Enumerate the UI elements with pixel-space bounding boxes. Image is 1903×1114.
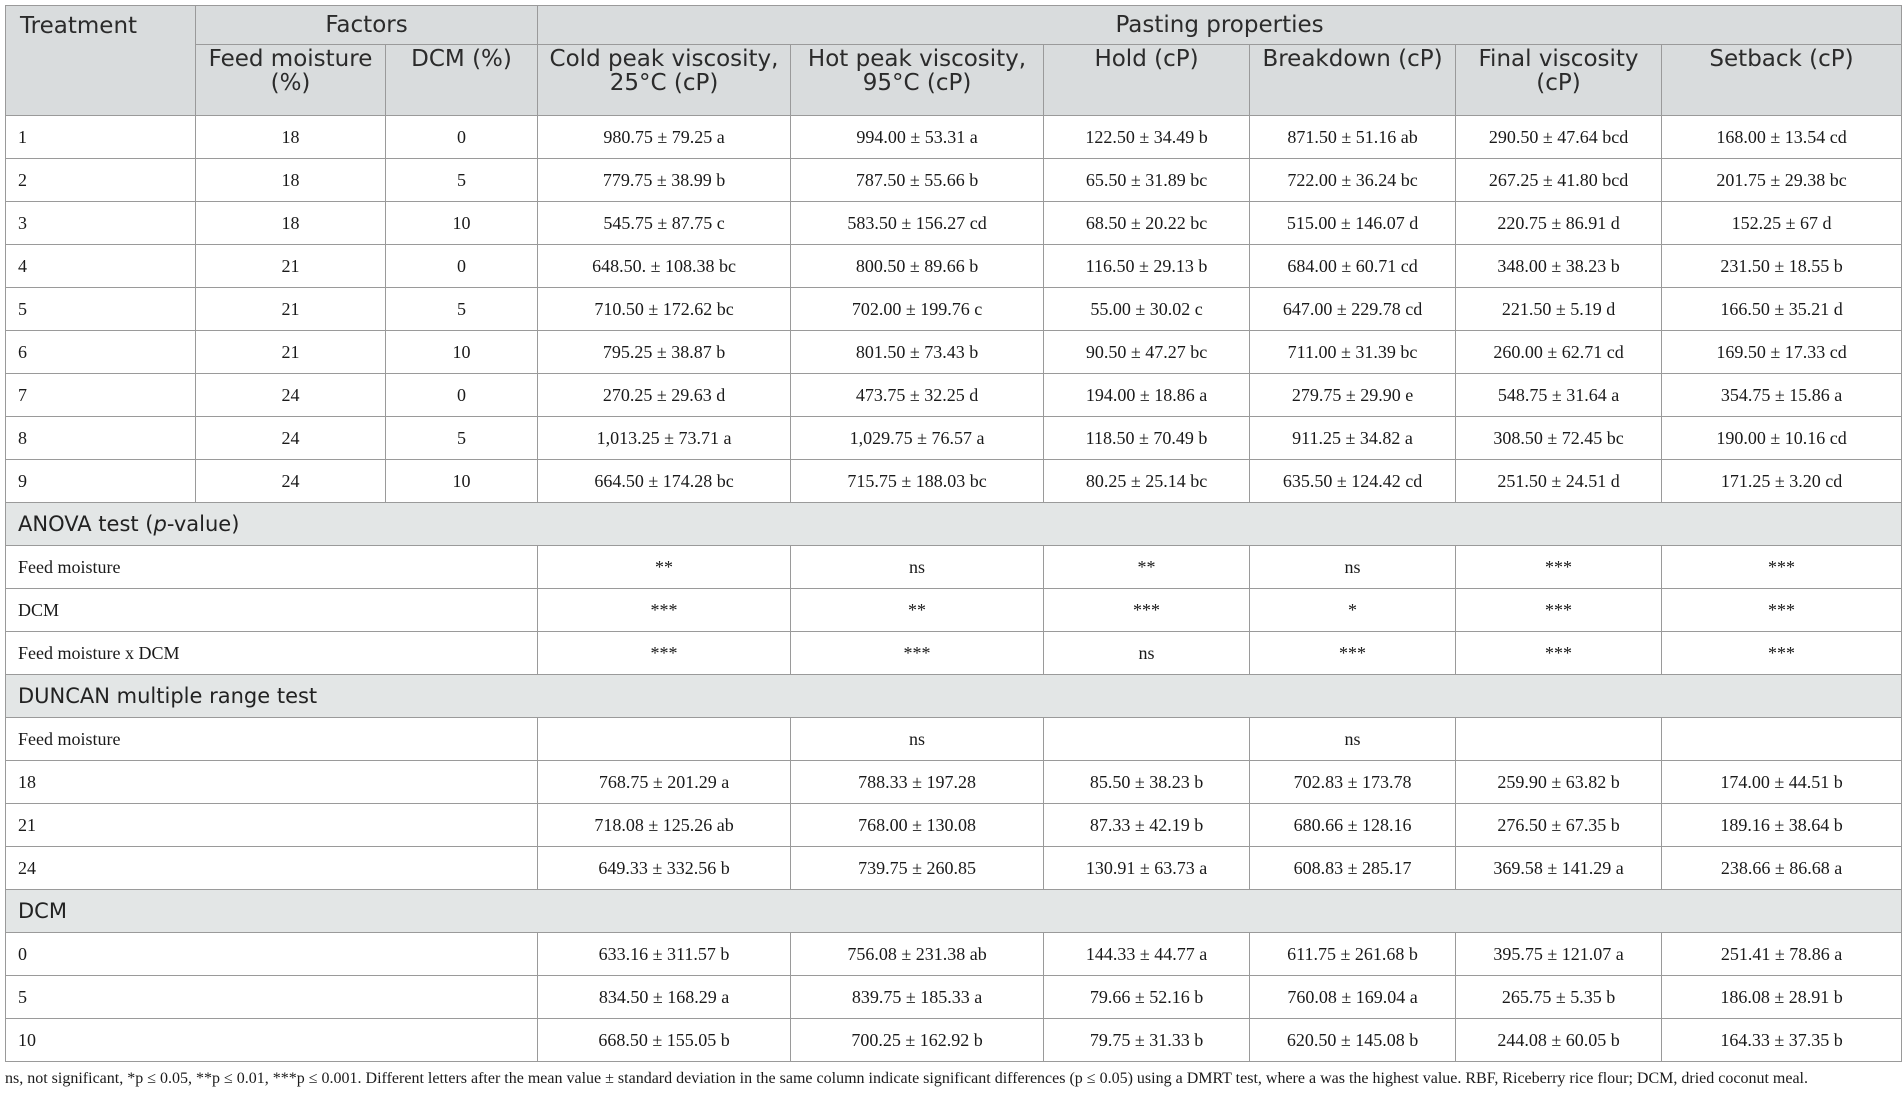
feed-moisture-cell: 18 (196, 116, 386, 159)
setback-cell: 169.50 ± 17.33 cd (1662, 331, 1902, 374)
duncan-dcm-row (6, 933, 1902, 976)
setback-cell: 166.50 ± 35.21 d (1662, 288, 1902, 331)
duncan-dcm-row (6, 1019, 1902, 1062)
hold-cell: 79.66 ± 52.16 b (1044, 976, 1250, 1019)
hot-peak-viscosity-cell: 583.50 ± 156.27 cd (791, 202, 1044, 245)
breakdown-cell: 911.25 ± 34.82 a (1250, 417, 1456, 460)
treatment-row (6, 159, 1902, 202)
header-breakdown: Breakdown (cP) (1250, 45, 1456, 116)
hold-cell: 80.25 ± 25.14 bc (1044, 460, 1250, 503)
cold-peak-viscosity-cell: 633.16 ± 311.57 b (538, 933, 791, 976)
cold-peak-viscosity-cell: 768.75 ± 201.29 a (538, 761, 791, 804)
hot-peak-viscosity-cell: ns (791, 546, 1044, 589)
header-feed-moisture: Feed moisture (%) (196, 45, 386, 116)
header-row-groups (6, 6, 1902, 45)
header-pasting-properties: Pasting properties (538, 6, 1902, 45)
cold-peak-viscosity-cell: 270.25 ± 29.63 d (538, 374, 791, 417)
hot-peak-viscosity-cell: 994.00 ± 53.31 a (791, 116, 1044, 159)
final-viscosity-cell: 395.75 ± 121.07 a (1456, 933, 1662, 976)
table-body (6, 116, 1902, 1062)
treatment-row (6, 331, 1902, 374)
breakdown-cell: 871.50 ± 51.16 ab (1250, 116, 1456, 159)
final-viscosity-cell: *** (1456, 632, 1662, 675)
breakdown-cell: ns (1250, 718, 1456, 761)
cold-peak-viscosity-cell: 779.75 ± 38.99 b (538, 159, 791, 202)
cold-peak-viscosity-cell: 718.08 ± 125.26 ab (538, 804, 791, 847)
anova-section-header (6, 503, 1902, 546)
cold-peak-viscosity-cell: 1,013.25 ± 73.71 a (538, 417, 791, 460)
final-viscosity-cell: 276.50 ± 67.35 b (1456, 804, 1662, 847)
hold-cell: *** (1044, 589, 1250, 632)
setback-cell: 238.66 ± 86.68 a (1662, 847, 1902, 890)
final-viscosity-cell: 221.50 ± 5.19 d (1456, 288, 1662, 331)
hold-cell: 116.50 ± 29.13 b (1044, 245, 1250, 288)
duncan-feed-moisture-row-label: 24 (6, 847, 538, 890)
cold-peak-viscosity-cell: *** (538, 589, 791, 632)
setback-cell: *** (1662, 546, 1902, 589)
treatment-number-cell: 5 (6, 288, 196, 331)
treatment-row (6, 288, 1902, 331)
cold-peak-viscosity-cell: 648.50. ± 108.38 bc (538, 245, 791, 288)
final-viscosity-cell: 308.50 ± 72.45 bc (1456, 417, 1662, 460)
hot-peak-viscosity-cell: 700.25 ± 162.92 b (791, 1019, 1044, 1062)
cold-peak-viscosity-cell: 664.50 ± 174.28 bc (538, 460, 791, 503)
hot-peak-viscosity-cell: 787.50 ± 55.66 b (791, 159, 1044, 202)
final-viscosity-cell: 260.00 ± 62.71 cd (1456, 331, 1662, 374)
cold-peak-viscosity-cell: 834.50 ± 168.29 a (538, 976, 791, 1019)
anova-title-suffix: -value) (166, 512, 240, 536)
breakdown-cell: 647.00 ± 229.78 cd (1250, 288, 1456, 331)
duncan-feed-moisture-row (6, 847, 1902, 890)
duncan-dcm-row-label: 0 (6, 933, 538, 976)
anova-row (6, 546, 1902, 589)
final-viscosity-cell: 369.58 ± 141.29 a (1456, 847, 1662, 890)
hold-cell: 122.50 ± 34.49 b (1044, 116, 1250, 159)
hot-peak-viscosity-cell: *** (791, 632, 1044, 675)
treatment-row (6, 202, 1902, 245)
setback-cell: 174.00 ± 44.51 b (1662, 761, 1902, 804)
header-hold: Hold (cP) (1044, 45, 1250, 116)
cold-peak-viscosity-cell: *** (538, 632, 791, 675)
breakdown-cell: 680.66 ± 128.16 (1250, 804, 1456, 847)
header-final-viscosity: Final viscosity (cP) (1456, 45, 1662, 116)
breakdown-cell: 684.00 ± 60.71 cd (1250, 245, 1456, 288)
dcm-cell: 0 (386, 245, 538, 288)
treatment-number-cell: 8 (6, 417, 196, 460)
header-treatment: Treatment (6, 6, 196, 116)
anova-title-p: p (153, 512, 167, 536)
duncan-feed-moisture-row-label: Feed moisture (6, 718, 538, 761)
duncan-dcm-row-label: 10 (6, 1019, 538, 1062)
setback-cell: 354.75 ± 15.86 a (1662, 374, 1902, 417)
breakdown-cell: 620.50 ± 145.08 b (1250, 1019, 1456, 1062)
treatment-row (6, 417, 1902, 460)
hot-peak-viscosity-cell: 702.00 ± 199.76 c (791, 288, 1044, 331)
final-viscosity-cell: 259.90 ± 63.82 b (1456, 761, 1662, 804)
dcm-section-header (6, 890, 1902, 933)
hold-cell: 130.91 ± 63.73 a (1044, 847, 1250, 890)
dcm-section-header-label (6, 890, 1902, 933)
final-viscosity-cell: 548.75 ± 31.64 a (1456, 374, 1662, 417)
breakdown-cell: *** (1250, 632, 1456, 675)
cold-peak-viscosity-cell (538, 718, 791, 761)
duncan-dcm-row (6, 976, 1902, 1019)
breakdown-cell: 702.83 ± 173.78 (1250, 761, 1456, 804)
dcm-cell: 10 (386, 331, 538, 374)
hold-cell: 144.33 ± 44.77 a (1044, 933, 1250, 976)
duncan-feed-moisture-row (6, 804, 1902, 847)
cold-peak-viscosity-cell: 710.50 ± 172.62 bc (538, 288, 791, 331)
breakdown-cell: 611.75 ± 261.68 b (1250, 933, 1456, 976)
anova-title-prefix: ANOVA test ( (18, 512, 154, 536)
feed-moisture-cell: 21 (196, 245, 386, 288)
duncan-feed-moisture-row (6, 718, 1902, 761)
header-cold-peak-viscosity: Cold peak viscosity, 25°C (cP) (538, 45, 791, 116)
duncan-feed-moisture-row (6, 761, 1902, 804)
breakdown-cell: 711.00 ± 31.39 bc (1250, 331, 1456, 374)
hold-cell: 194.00 ± 18.86 a (1044, 374, 1250, 417)
hold-cell: 87.33 ± 42.19 b (1044, 804, 1250, 847)
treatment-number-cell: 3 (6, 202, 196, 245)
hold-cell: 68.50 ± 20.22 bc (1044, 202, 1250, 245)
final-viscosity-cell: 220.75 ± 86.91 d (1456, 202, 1662, 245)
setback-cell: 190.00 ± 10.16 cd (1662, 417, 1902, 460)
treatment-number-cell: 4 (6, 245, 196, 288)
feed-moisture-cell: 24 (196, 374, 386, 417)
setback-cell: 231.50 ± 18.55 b (1662, 245, 1902, 288)
hot-peak-viscosity-cell: 839.75 ± 185.33 a (791, 976, 1044, 1019)
cold-peak-viscosity-cell: 668.50 ± 155.05 b (538, 1019, 791, 1062)
setback-cell: 152.25 ± 67 d (1662, 202, 1902, 245)
hot-peak-viscosity-cell: ns (791, 718, 1044, 761)
hold-cell: 118.50 ± 70.49 b (1044, 417, 1250, 460)
final-viscosity-cell: 265.75 ± 5.35 b (1456, 976, 1662, 1019)
duncan-section-header (6, 675, 1902, 718)
duncan-section-header-label (6, 675, 1902, 718)
setback-cell: 164.33 ± 37.35 b (1662, 1019, 1902, 1062)
setback-cell: 171.25 ± 3.20 cd (1662, 460, 1902, 503)
treatment-number-cell: 9 (6, 460, 196, 503)
treatment-number-cell: 1 (6, 116, 196, 159)
hot-peak-viscosity-cell: 800.50 ± 89.66 b (791, 245, 1044, 288)
header-row-columns (6, 45, 1902, 116)
hold-cell (1044, 718, 1250, 761)
breakdown-cell: ns (1250, 546, 1456, 589)
anova-section-header-label (6, 503, 1902, 546)
hot-peak-viscosity-cell: 768.00 ± 130.08 (791, 804, 1044, 847)
final-viscosity-cell: 267.25 ± 41.80 bcd (1456, 159, 1662, 202)
final-viscosity-cell: *** (1456, 589, 1662, 632)
setback-cell: 251.41 ± 78.86 a (1662, 933, 1902, 976)
dcm-title: DCM (18, 899, 67, 923)
final-viscosity-cell (1456, 718, 1662, 761)
feed-moisture-cell: 24 (196, 460, 386, 503)
final-viscosity-cell: 290.50 ± 47.64 bcd (1456, 116, 1662, 159)
breakdown-cell: 760.08 ± 169.04 a (1250, 976, 1456, 1019)
final-viscosity-cell: 244.08 ± 60.05 b (1456, 1019, 1662, 1062)
feed-moisture-cell: 21 (196, 331, 386, 374)
dcm-cell: 5 (386, 417, 538, 460)
breakdown-cell: 722.00 ± 36.24 bc (1250, 159, 1456, 202)
final-viscosity-cell: 348.00 ± 38.23 b (1456, 245, 1662, 288)
treatment-row (6, 460, 1902, 503)
anova-row-label: Feed moisture x DCM (6, 632, 538, 675)
table-header (6, 6, 1902, 116)
setback-cell: 189.16 ± 38.64 b (1662, 804, 1902, 847)
header-factors: Factors (196, 6, 538, 45)
duncan-title: DUNCAN multiple range test (18, 684, 318, 708)
treatment-row (6, 245, 1902, 288)
pasting-properties-table (5, 5, 1902, 1062)
treatment-number-cell: 7 (6, 374, 196, 417)
dcm-cell: 0 (386, 374, 538, 417)
treatment-number-cell: 2 (6, 159, 196, 202)
header-hot-peak-viscosity: Hot peak viscosity, 95°C (cP) (791, 45, 1044, 116)
setback-cell: *** (1662, 589, 1902, 632)
setback-cell: 201.75 ± 29.38 bc (1662, 159, 1902, 202)
anova-row-label: Feed moisture (6, 546, 538, 589)
hold-cell: 85.50 ± 38.23 b (1044, 761, 1250, 804)
breakdown-cell: 608.83 ± 285.17 (1250, 847, 1456, 890)
final-viscosity-cell: 251.50 ± 24.51 d (1456, 460, 1662, 503)
hot-peak-viscosity-cell: 801.50 ± 73.43 b (791, 331, 1044, 374)
setback-cell: *** (1662, 632, 1902, 675)
dcm-cell: 5 (386, 159, 538, 202)
hold-cell: ns (1044, 632, 1250, 675)
breakdown-cell: 515.00 ± 146.07 d (1250, 202, 1456, 245)
dcm-cell: 10 (386, 202, 538, 245)
hot-peak-viscosity-cell: 788.33 ± 197.28 (791, 761, 1044, 804)
treatment-number-cell: 6 (6, 331, 196, 374)
feed-moisture-cell: 18 (196, 159, 386, 202)
hold-cell: 90.50 ± 47.27 bc (1044, 331, 1250, 374)
hold-cell: ** (1044, 546, 1250, 589)
cold-peak-viscosity-cell: 545.75 ± 87.75 c (538, 202, 791, 245)
cold-peak-viscosity-cell: 795.25 ± 38.87 b (538, 331, 791, 374)
feed-moisture-cell: 18 (196, 202, 386, 245)
dcm-cell: 0 (386, 116, 538, 159)
hot-peak-viscosity-cell: 715.75 ± 188.03 bc (791, 460, 1044, 503)
cold-peak-viscosity-cell: 649.33 ± 332.56 b (538, 847, 791, 890)
dcm-cell: 10 (386, 460, 538, 503)
duncan-feed-moisture-row-label: 21 (6, 804, 538, 847)
setback-cell (1662, 718, 1902, 761)
setback-cell: 186.08 ± 28.91 b (1662, 976, 1902, 1019)
hot-peak-viscosity-cell: ** (791, 589, 1044, 632)
header-setback: Setback (cP) (1662, 45, 1902, 116)
breakdown-cell: 635.50 ± 124.42 cd (1250, 460, 1456, 503)
cold-peak-viscosity-cell: 980.75 ± 79.25 a (538, 116, 791, 159)
hold-cell: 79.75 ± 31.33 b (1044, 1019, 1250, 1062)
final-viscosity-cell: *** (1456, 546, 1662, 589)
header-dcm: DCM (%) (386, 45, 538, 116)
hot-peak-viscosity-cell: 756.08 ± 231.38 ab (791, 933, 1044, 976)
pasting-properties-table-container (5, 5, 1901, 1062)
duncan-dcm-row-label: 5 (6, 976, 538, 1019)
dcm-cell: 5 (386, 288, 538, 331)
treatment-row (6, 116, 1902, 159)
feed-moisture-cell: 21 (196, 288, 386, 331)
anova-row (6, 589, 1902, 632)
cold-peak-viscosity-cell: ** (538, 546, 791, 589)
hot-peak-viscosity-cell: 739.75 ± 260.85 (791, 847, 1044, 890)
setback-cell: 168.00 ± 13.54 cd (1662, 116, 1902, 159)
hot-peak-viscosity-cell: 1,029.75 ± 76.57 a (791, 417, 1044, 460)
hold-cell: 55.00 ± 30.02 c (1044, 288, 1250, 331)
treatment-row (6, 374, 1902, 417)
table-footnote: ns, not significant, *p ≤ 0.05, **p ≤ 0.01, ***p ≤ 0.001. Different letters after the mean value ± standard deviation in the same column indicate significant differences (p ≤ 0.05) using a DMRT test, where a was the highest value. RBF, Riceberry rice flour; DCM, dried coconut meal. (5, 1070, 1808, 1087)
anova-row (6, 632, 1902, 675)
feed-moisture-cell: 24 (196, 417, 386, 460)
hold-cell: 65.50 ± 31.89 bc (1044, 159, 1250, 202)
breakdown-cell: 279.75 ± 29.90 e (1250, 374, 1456, 417)
hot-peak-viscosity-cell: 473.75 ± 32.25 d (791, 374, 1044, 417)
duncan-feed-moisture-row-label: 18 (6, 761, 538, 804)
anova-row-label: DCM (6, 589, 538, 632)
breakdown-cell: * (1250, 589, 1456, 632)
